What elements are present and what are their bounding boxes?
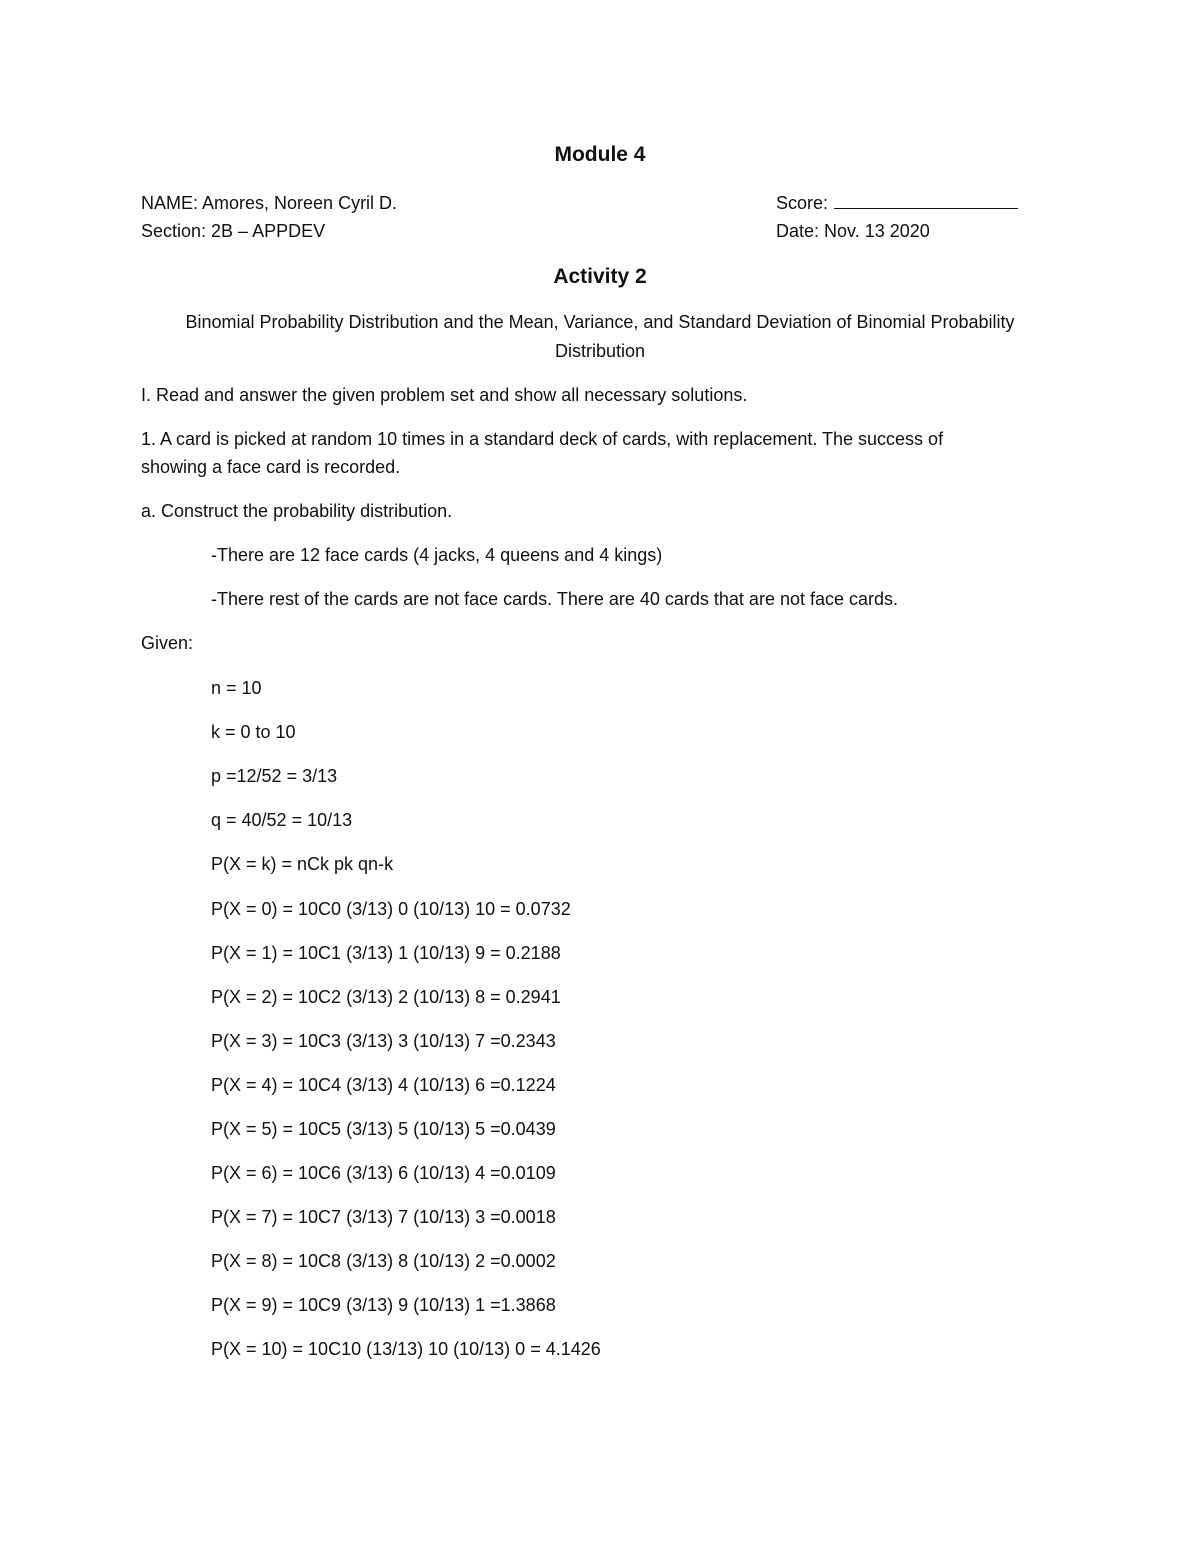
probability-row-0: P(X = 0) = 10C0 (3/13) 0 (10/13) 10 = 0.0732 [211,899,571,919]
activity-subtitle-line-2: Distribution [554,341,646,361]
score-label: Score: [776,193,829,213]
problem-line-1: 1. A card is picked at random 10 times in a standard deck of cards, with replacement. The success of [141,429,944,449]
given-k: k = 0 to 10 [211,722,296,742]
instructions: I. Read and answer the given problem set and show all necessary solutions. [141,385,748,405]
binomial-formula: P(X = k) = nCk pk qn-k [211,854,394,874]
probability-row-5: P(X = 5) = 10C5 (3/13) 5 (10/13) 5 =0.0439 [211,1119,556,1139]
given-n: n = 10 [211,678,262,698]
probability-row-9: P(X = 9) = 10C9 (3/13) 9 (10/13) 1 =1.3868 [211,1295,556,1315]
probability-row-6: P(X = 6) = 10C6 (3/13) 6 (10/13) 4 =0.0109 [211,1163,556,1183]
activity-title: Activity 2 [553,265,647,288]
score-field [776,191,1018,215]
part-a-label: a. Construct the probability distribution. [141,501,453,521]
problem-line-2: showing a face card is recorded. [141,457,401,477]
probability-row-2: P(X = 2) = 10C2 (3/13) 2 (10/13) 8 = 0.2941 [211,987,561,1007]
date-line: Date: Nov. 13 2020 [776,221,930,241]
probability-row-7: P(X = 7) = 10C7 (3/13) 7 (10/13) 3 =0.0018 [211,1207,556,1227]
probability-row-1: P(X = 1) = 10C1 (3/13) 1 (10/13) 9 = 0.2188 [211,943,561,963]
probability-row-3: P(X = 3) = 10C3 (3/13) 3 (10/13) 7 =0.2343 [211,1031,556,1051]
probability-row-4: P(X = 4) = 10C4 (3/13) 4 (10/13) 6 =0.1224 [211,1075,556,1095]
score-blank-line [834,194,1018,209]
given-p: p =12/52 = 3/13 [211,766,338,786]
face-card-note: -There are 12 face cards (4 jacks, 4 queens and 4 kings) [211,545,663,565]
section-line: Section: 2B – APPDEV [141,221,326,241]
non-face-card-note: -There rest of the cards are not face cards. There are 40 cards that are not face cards. [211,589,899,609]
activity-subtitle-line-1: Binomial Probability Distribution and the Mean, Variance, and Standard Deviation of Binomial Probability [185,312,1015,332]
module-title: Module 4 [554,143,646,166]
probability-row-8: P(X = 8) = 10C8 (3/13) 8 (10/13) 2 =0.0002 [211,1251,556,1271]
given-label: Given: [141,633,194,653]
probability-row-10: P(X = 10) = 10C10 (13/13) 10 (10/13) 0 = 4.1426 [211,1339,601,1359]
given-q: q = 40/52 = 10/13 [211,810,353,830]
student-name: NAME: Amores, Noreen Cyril D. [141,193,398,213]
